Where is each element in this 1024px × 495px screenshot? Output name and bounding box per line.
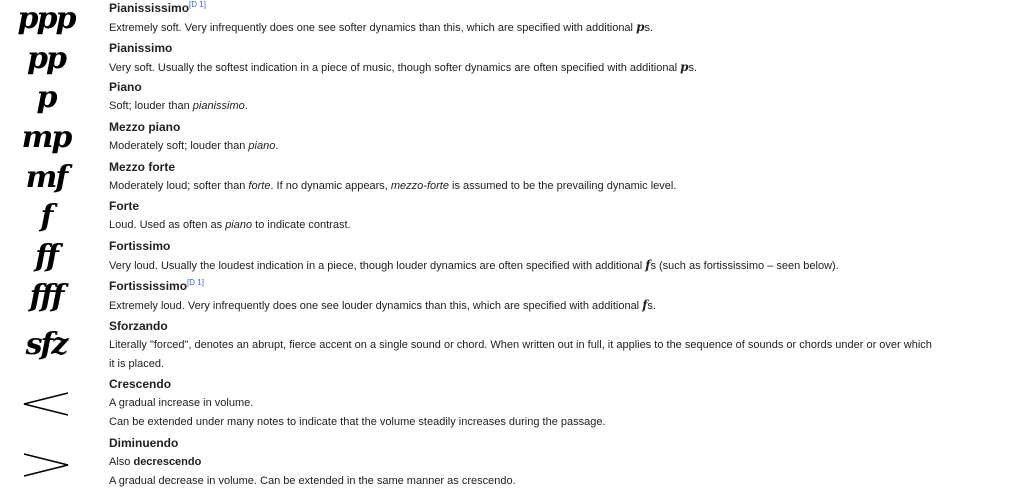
desc-text: . — [244, 100, 248, 112]
desc-text: s. — [688, 62, 698, 74]
desc-text: is assumed to be the prevailing dynamic level. — [448, 180, 677, 192]
term-title — [109, 119, 180, 135]
desc-italic: pianissimo — [192, 100, 245, 112]
f-symbol: f — [40, 199, 52, 234]
term-label: Crescendo — [109, 377, 172, 391]
footnote-link[interactable]: [D 1] — [187, 278, 204, 287]
desc-text: . — [275, 140, 279, 152]
p-symbol: p — [36, 80, 56, 115]
term-title — [109, 318, 168, 334]
term-title — [109, 40, 172, 56]
term-label: Piano — [109, 80, 142, 94]
desc-text: to indicate contrast. — [252, 219, 351, 231]
term-description-line2 — [109, 355, 1019, 374]
desc-text: . If no dynamic appears, — [270, 180, 391, 192]
desc-italic: piano — [248, 140, 276, 152]
term-description — [109, 336, 1019, 355]
term-title — [109, 435, 178, 451]
term-description-line2 — [109, 413, 1019, 432]
desc-text: s (such as fortississimo – seen below). — [650, 260, 839, 272]
crescendo-hairpin-icon — [0, 390, 92, 418]
term-description — [109, 453, 1019, 472]
term-title — [109, 198, 139, 214]
desc-text: Can be extended under many notes to indicate that the volume steadily increases during the passage. — [109, 416, 606, 428]
term-description — [109, 177, 1019, 196]
term-description-line2 — [109, 472, 1019, 491]
fff-symbol: fff — [29, 279, 63, 314]
ppp-symbol: ppp — [17, 1, 75, 36]
desc-bold: decrescendo — [133, 456, 202, 468]
sfz-symbol: sfz — [25, 327, 67, 362]
term-title — [109, 376, 171, 392]
term-description — [109, 216, 1019, 235]
desc-italic: piano — [225, 219, 253, 231]
mf-symbol: mf — [25, 160, 67, 195]
term-label: Pianissimo — [109, 41, 173, 55]
term-description — [109, 137, 1019, 156]
term-label: Diminuendo — [109, 436, 179, 450]
desc-text: Also — [109, 456, 134, 468]
term-title — [109, 238, 170, 254]
ff-symbol: ff — [35, 239, 57, 274]
crescendo-hairpin-icon — [22, 390, 70, 418]
dynamic-glyph: p — [680, 60, 689, 74]
desc-text: Very soft. Usually the softest indication in a piece of music, though softer dynamics are often specified with additional — [109, 62, 681, 74]
term-title — [109, 0, 206, 16]
term-description — [109, 256, 1019, 276]
dynamic-glyph: p — [636, 20, 645, 34]
desc-text: it is placed. — [109, 358, 165, 370]
term-label: Mezzo forte — [109, 160, 175, 174]
term-label: Sforzando — [109, 319, 168, 333]
term-description — [109, 97, 1019, 116]
term-title — [109, 79, 142, 95]
desc-text: Loud. Used as often as — [109, 219, 226, 231]
desc-text: Extremely soft. Very infrequently does one see softer dynamics than this, which are specified with additional — [109, 22, 637, 34]
footnote-link[interactable]: [D 1] — [189, 0, 206, 9]
desc-italic: mezzo-forte — [390, 180, 449, 192]
desc-text: A gradual decrease in volume. Can be extended in the same manner as crescendo. — [109, 475, 516, 487]
term-label: Forte — [109, 199, 139, 213]
decrescendo-hairpin-icon — [22, 451, 70, 479]
desc-text: s. — [644, 22, 654, 34]
desc-italic: forte — [248, 180, 271, 192]
desc-text: Soft; louder than — [109, 100, 193, 112]
term-description — [109, 394, 1019, 413]
term-title — [109, 278, 204, 294]
decrescendo-hairpin-icon — [0, 451, 92, 479]
term-label: Fortississimo — [109, 279, 188, 293]
desc-text: Literally "forced", denotes an abrupt, fierce accent on a single sound or chord. When written out in full, it applies to the sequence of sounds or chords under or over which — [109, 339, 932, 351]
term-title — [109, 159, 175, 175]
mp-symbol: mp — [21, 120, 71, 155]
desc-text: Very loud. Usually the loudest indication in a piece, though louder dynamics are often specified with additional — [109, 260, 646, 272]
term-label: Fortissimo — [109, 239, 171, 253]
term-description — [109, 58, 1019, 78]
desc-text: Moderately loud; softer than — [109, 180, 249, 192]
term-description — [109, 18, 1019, 38]
desc-text: s. — [647, 300, 656, 312]
dynamic-glyph: f — [642, 298, 648, 312]
dynamic-glyph: f — [645, 258, 651, 272]
desc-text: Extremely loud. Very infrequently does one see louder dynamics than this, which are specified with additional — [109, 300, 643, 312]
desc-text: Moderately soft; louder than — [109, 140, 249, 152]
term-label: Mezzo piano — [109, 120, 181, 134]
pp-symbol: pp — [27, 41, 65, 76]
term-description — [109, 296, 1019, 316]
term-label: Pianississimo — [109, 1, 190, 15]
desc-text: A gradual increase in volume. — [109, 397, 254, 409]
